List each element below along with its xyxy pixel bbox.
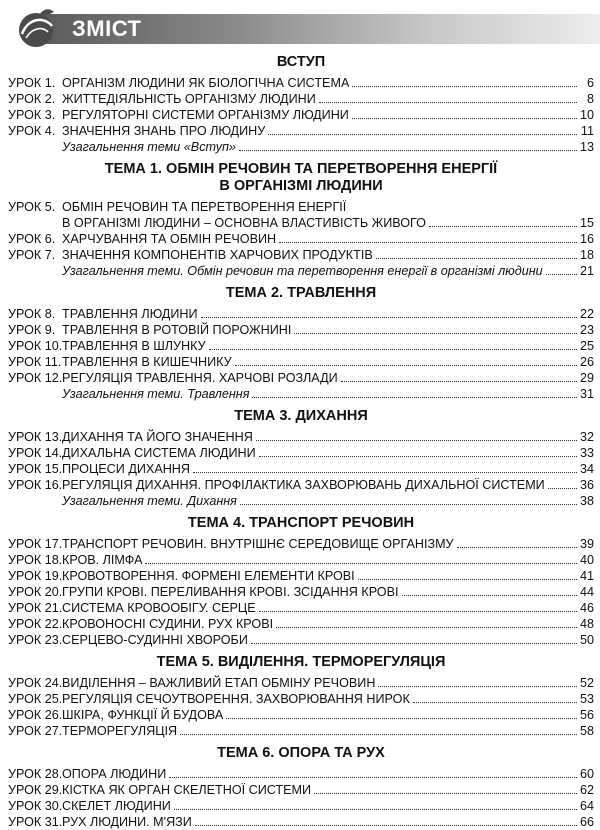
dot-leader: [378, 686, 577, 687]
dot-leader: [193, 472, 577, 473]
dot-leader: [279, 242, 577, 243]
lesson-label: УРОК 12.: [8, 371, 63, 385]
page-number: 16: [579, 232, 594, 246]
lesson-title: КРОВОНОСНІ СУДИНИ. РУХ КРОВІ: [62, 617, 274, 631]
dot-leader: [195, 825, 577, 826]
lesson-label: УРОК 25.: [8, 692, 63, 706]
page-number: 36: [579, 478, 594, 492]
lesson-title: ГРУПИ КРОВІ. ПЕРЕЛИВАННЯ КРОВІ. ЗСІДАННЯ КРОВІ: [62, 585, 399, 599]
lesson-title: КРОВОТВОРЕННЯ. ФОРМЕНІ ЕЛЕМЕНТИ КРОВІ: [62, 569, 355, 583]
dot-leader: [376, 258, 577, 259]
toc-row[interactable]: [8, 247, 594, 263]
dot-leader: [252, 397, 577, 398]
toc-row[interactable]: [8, 107, 594, 123]
lesson-label: УРОК 3.: [8, 108, 56, 122]
lesson-label: УРОК 1.: [8, 76, 56, 90]
page-title: ЗМІСТ: [72, 16, 142, 41]
lesson-label: УРОК 29.: [8, 783, 63, 797]
section-title: [8, 161, 594, 195]
lesson-label: УРОК 17.: [8, 537, 63, 551]
section-title: [8, 285, 594, 302]
section-title: [8, 745, 594, 762]
lesson-label: УРОК 20.: [8, 585, 63, 599]
lesson-label: УРОК 24.: [8, 676, 63, 690]
page-number: 41: [579, 569, 594, 583]
apple-swirl-icon: [10, 8, 68, 48]
toc-row[interactable]: [8, 199, 594, 215]
page-number: 11: [580, 124, 594, 138]
lesson-title: ТРАНСПОРТ РЕЧОВИН. ВНУТРІШНЄ СЕРЕДОВИЩЕ ОРГАНІЗМУ: [62, 537, 454, 551]
lesson-title: Узагальнення теми. Дихання: [62, 494, 237, 508]
toc-summary-row[interactable]: [8, 493, 594, 509]
lesson-label: УРОК 19.: [8, 569, 63, 583]
lesson-label: УРОК 23.: [8, 633, 63, 647]
toc-row[interactable]: [8, 461, 594, 477]
toc-row[interactable]: [8, 445, 594, 461]
lesson-title: ВИДІЛЕННЯ – ВАЖЛИВИЙ ЕТАП ОБМІНУ РЕЧОВИН: [62, 676, 376, 690]
lesson-label: УРОК 13.: [8, 430, 63, 444]
toc-summary-row[interactable]: [8, 139, 594, 155]
dot-leader: [413, 702, 577, 703]
lesson-title: КІСТКА ЯК ОРГАН СКЕЛЕТНОЇ СИСТЕМИ: [62, 783, 312, 797]
page-number: 13: [579, 140, 594, 154]
dot-leader: [180, 734, 577, 735]
toc-row[interactable]: [8, 782, 594, 798]
page-number: 23: [579, 323, 594, 337]
page-number: 53: [579, 692, 594, 706]
lesson-label: УРОК 4.: [8, 124, 56, 138]
page-number: 38: [579, 494, 594, 508]
lesson-title: ЗНАЧЕННЯ ЗНАНЬ ПРО ЛЮДИНУ: [62, 124, 266, 138]
toc-row[interactable]: [8, 354, 594, 370]
toc-row[interactable]: [8, 691, 594, 707]
toc-row[interactable]: [8, 123, 594, 139]
lesson-title: РЕГУЛЯЦІЯ ТРАВЛЕННЯ. ХАРЧОВІ РОЗЛАДИ: [62, 371, 338, 385]
table-of-contents: [8, 54, 594, 830]
section-title-line: ТЕМА 3. ДИХАННЯ: [234, 408, 368, 424]
toc-row[interactable]: [8, 600, 594, 616]
toc-row[interactable]: [8, 798, 594, 814]
dot-leader: [239, 150, 577, 151]
lesson-title: КРОВ. ЛІМФА: [62, 553, 143, 567]
lesson-title: РЕГУЛЯЦІЯ ДИХАННЯ. ПРОФІЛАКТИКА ЗАХВОРЮВАНЬ ДИХАЛЬНОЇ СИСТЕМИ: [62, 478, 545, 492]
dot-leader: [352, 118, 577, 119]
toc-row[interactable]: [8, 707, 594, 723]
section-title-line: ВСТУП: [276, 54, 326, 70]
lesson-label: УРОК 16.: [8, 478, 63, 492]
toc-row[interactable]: [8, 91, 594, 107]
dot-leader: [259, 611, 577, 612]
section-title-line: ТЕМА 2. ТРАВЛЕННЯ: [225, 285, 377, 301]
lesson-title: ДИХАЛЬНА СИСТЕМА ЛЮДИНИ: [62, 446, 256, 460]
toc-row[interactable]: [8, 75, 594, 91]
toc-row[interactable]: [8, 306, 594, 322]
lesson-label: УРОК 22.: [8, 617, 63, 631]
toc-summary-row[interactable]: [8, 386, 594, 402]
lesson-label: УРОК 26.: [8, 708, 63, 722]
lesson-title: СЕРЦЕВО-СУДИННІ ХВОРОБИ: [62, 633, 248, 647]
toc-row[interactable]: [8, 632, 594, 648]
page-number: 29: [579, 371, 594, 385]
dot-leader: [276, 627, 577, 628]
lesson-label: УРОК 28.: [8, 767, 63, 781]
lesson-label: УРОК 5.: [8, 200, 56, 214]
section-title: [8, 54, 594, 71]
lesson-title: РУХ ЛЮДИНИ. М'ЯЗИ: [62, 815, 192, 829]
lesson-label: УРОК 10.: [8, 339, 63, 353]
toc-summary-row[interactable]: [8, 263, 594, 279]
dot-leader: [240, 504, 577, 505]
section-title-line: ТЕМА 6. ОПОРА ТА РУХ: [217, 745, 385, 761]
dot-leader: [169, 777, 577, 778]
lesson-title: ТРАВЛЕННЯ ЛЮДИНИ: [62, 307, 198, 321]
page-number: 39: [579, 537, 594, 551]
lesson-title: СИСТЕМА КРОВООБІГУ. СЕРЦЕ: [62, 601, 256, 615]
dot-leader: [314, 793, 577, 794]
toc-row[interactable]: [8, 584, 594, 600]
lesson-label: УРОК 21.: [8, 601, 63, 615]
lesson-label: УРОК 18.: [8, 553, 63, 567]
lesson-title: Узагальнення теми. Травлення: [62, 387, 250, 401]
toc-row[interactable]: [8, 429, 594, 445]
lesson-title: ТЕРМОРЕГУЛЯЦІЯ: [62, 724, 178, 738]
page-number: 21: [579, 264, 594, 278]
page-number: 44: [579, 585, 594, 599]
dot-leader: [402, 595, 577, 596]
lesson-title: ЗНАЧЕННЯ КОМПОНЕНТІВ ХАРЧОВИХ ПРОДУКТІВ: [62, 248, 373, 262]
lesson-title: ТРАВЛЕННЯ В ШЛУНКУ: [62, 339, 206, 353]
dot-leader: [226, 718, 577, 719]
page-number: 25: [579, 339, 594, 353]
toc-row[interactable]: [8, 322, 594, 338]
dot-leader: [251, 643, 577, 644]
dot-leader: [235, 365, 577, 366]
toc-row[interactable]: [8, 552, 594, 568]
lesson-title: ХАРЧУВАННЯ ТА ОБМІН РЕЧОВИН: [62, 232, 277, 246]
page-number: 18: [579, 248, 594, 262]
dot-leader: [429, 226, 577, 227]
toc-row[interactable]: [8, 231, 594, 247]
dot-leader: [145, 563, 577, 564]
dot-leader: [174, 809, 577, 810]
page-number: 56: [579, 708, 594, 722]
lesson-title: ОРГАНІЗМ ЛЮДИНИ ЯК БІОЛОГІЧНА СИСТЕМА: [62, 76, 350, 90]
lesson-title: ТРАВЛЕННЯ В КИШЕЧНИКУ: [62, 355, 232, 369]
lesson-title: В ОРГАНІЗМІ ЛЮДИНИ – ОСНОВНА ВЛАСТИВІСТЬ ЖИВОГО: [62, 216, 426, 230]
lesson-title: ДИХАННЯ ТА ЙОГО ЗНАЧЕННЯ: [62, 430, 253, 444]
lesson-label: УРОК 31.: [8, 815, 63, 829]
page-number: 52: [579, 676, 594, 690]
toc-row[interactable]: [8, 338, 594, 354]
lesson-title: СКЕЛЕТ ЛЮДИНИ: [62, 799, 171, 813]
dot-leader: [256, 440, 577, 441]
dot-leader: [319, 102, 577, 103]
page-number: 62: [579, 783, 594, 797]
dot-leader: [201, 317, 577, 318]
page-number: 6: [586, 76, 594, 90]
lesson-title: РЕГУЛЯТОРНІ СИСТЕМИ ОРГАНІЗМУ ЛЮДИНИ: [62, 108, 349, 122]
section-title-line: ТЕМА 5. ВИДІЛЕННЯ. ТЕРМОРЕГУЛЯЦІЯ: [156, 654, 446, 670]
dot-leader: [259, 456, 577, 457]
page-number: 40: [579, 553, 594, 567]
toc-row[interactable]: [8, 766, 594, 782]
lesson-label: УРОК 30.: [8, 799, 63, 813]
section-title: [8, 654, 594, 671]
lesson-label: УРОК 2.: [8, 92, 56, 106]
page-number: 26: [579, 355, 594, 369]
toc-row[interactable]: [8, 370, 594, 386]
toc-row[interactable]: [8, 675, 594, 691]
lesson-label: УРОК 11.: [8, 355, 62, 369]
toc-row[interactable]: [8, 215, 594, 231]
section-title: [8, 515, 594, 532]
page-number: 31: [579, 387, 594, 401]
contents-banner: [0, 6, 600, 48]
lesson-label: УРОК 27.: [8, 724, 63, 738]
page-number: 50: [579, 633, 594, 647]
page-number: 58: [579, 724, 594, 738]
lesson-label: УРОК 15.: [8, 462, 63, 476]
dot-leader: [548, 488, 577, 489]
page-number: 64: [579, 799, 594, 813]
lesson-title: ПРОЦЕСИ ДИХАННЯ: [62, 462, 190, 476]
page-number: 34: [579, 462, 594, 476]
dot-leader: [294, 333, 577, 334]
section-title: [8, 408, 594, 425]
lesson-title: ОБМІН РЕЧОВИН ТА ПЕРЕТВОРЕННЯ ЕНЕРГІЇ: [62, 200, 347, 214]
lesson-title: ТРАВЛЕННЯ В РОТОВІЙ ПОРОЖНИНІ: [62, 323, 292, 337]
dot-leader: [268, 134, 577, 135]
page-number: 33: [579, 446, 594, 460]
lesson-title: Узагальнення теми «Вступ»: [62, 140, 236, 154]
toc-row[interactable]: [8, 477, 594, 493]
dot-leader: [341, 381, 577, 382]
page-number: 48: [579, 617, 594, 631]
toc-row[interactable]: [8, 536, 594, 552]
dot-leader: [546, 274, 577, 275]
page-number: 15: [579, 216, 594, 230]
section-title-line: ТЕМА 4. ТРАНСПОРТ РЕЧОВИН: [187, 515, 415, 531]
page-number: 8: [586, 92, 594, 106]
section-title-line: В ОРГАНІЗМІ ЛЮДИНИ: [219, 178, 383, 194]
lesson-label: УРОК 7.: [8, 248, 56, 262]
page-number: 66: [579, 815, 594, 829]
page-number: 46: [579, 601, 594, 615]
toc-row[interactable]: [8, 723, 594, 739]
dot-leader: [358, 579, 577, 580]
section-title-line: ТЕМА 1. ОБМІН РЕЧОВИН ТА ПЕРЕТВОРЕННЯ ЕНЕРГІЇ: [104, 161, 498, 177]
lesson-label: УРОК 8.: [8, 307, 56, 321]
lesson-title: ОПОРА ЛЮДИНИ: [62, 767, 167, 781]
toc-row[interactable]: [8, 814, 594, 830]
dot-leader: [352, 86, 577, 87]
lesson-title: ЖИТТЕДІЯЛЬНІСТЬ ОРГАНІЗМУ ЛЮДИНИ: [62, 92, 316, 106]
lesson-label: УРОК 9.: [8, 323, 56, 337]
lesson-title: ШКІРА, ФУНКЦІЇ Й БУДОВА: [62, 708, 224, 722]
dot-leader: [209, 349, 577, 350]
dot-leader: [457, 547, 577, 548]
toc-row[interactable]: [8, 568, 594, 584]
page-number: 10: [579, 108, 594, 122]
page-number: 60: [579, 767, 594, 781]
toc-row[interactable]: [8, 616, 594, 632]
page-number: 22: [579, 307, 594, 321]
lesson-label: УРОК 14.: [8, 446, 63, 460]
page-number: 32: [579, 430, 594, 444]
lesson-label: УРОК 6.: [8, 232, 56, 246]
lesson-title: РЕГУЛЯЦІЯ СЕЧОУТВОРЕННЯ. ЗАХВОРЮВАННЯ НИРОК: [62, 692, 410, 706]
lesson-title: Узагальнення теми. Обмін речовин та перетворення енергії в організмі людини: [62, 264, 543, 278]
